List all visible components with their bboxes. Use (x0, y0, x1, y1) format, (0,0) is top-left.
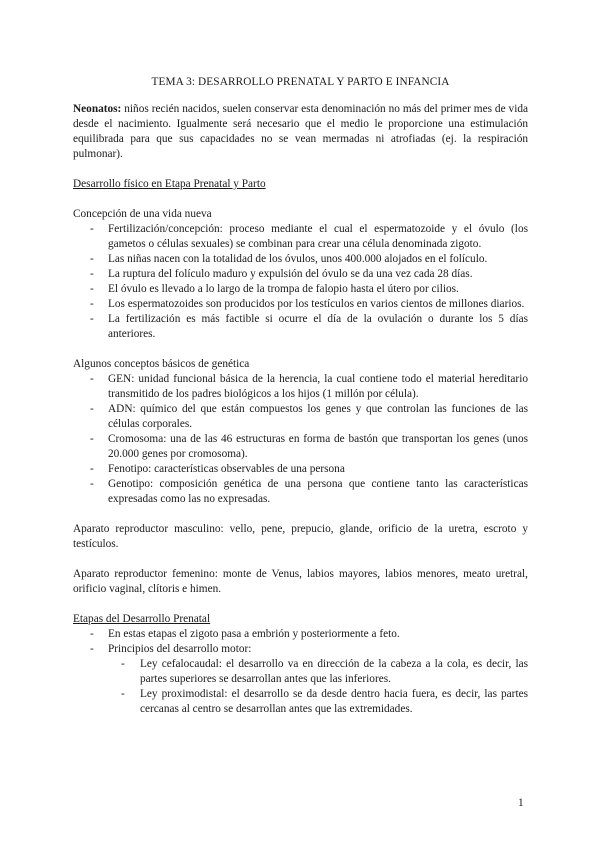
document-body (73, 75, 528, 717)
genetics-label: Algunos conceptos básicos de genética (73, 358, 250, 370)
list-item: - Principios del desarrollo motor: (73, 642, 528, 657)
sub-list-item: - Ley proximodistal: el desarrollo se da desde dentro hacia fuera, es decir, las partes cercanas al centro se desarrollan antes que las extremidades. (73, 687, 528, 717)
list-item: - GEN: unidad funcional básica de la herencia, la cual contiene todo el material hereditario transmitido de los padres biológicos a los hijos (1 millón por célula). (73, 372, 528, 402)
list-item: - La ruptura del folículo maduro y expulsión del óvulo se da una vez cada 28 días. (73, 267, 528, 282)
list-item: - Las niñas nacen con la totalidad de los óvulos, unos 400.000 alojados en el folículo. (73, 252, 528, 267)
intro-paragraph (73, 102, 528, 162)
list-item: - Los espermatozoides son producidos por los testículos en varios cientos de millones diarios. (73, 297, 528, 312)
list-item: - En estas etapas el zigoto pasa a embrión y posteriormente a feto. (73, 627, 528, 642)
list-item: - La fertilización es más factible si ocurre el día de la ovulación o durante los 5 días anteriores. (73, 312, 528, 342)
conception-list (73, 222, 528, 342)
page-number: 1 (518, 797, 524, 809)
section-heading-physical-development: Desarrollo físico en Etapa Prenatal y Parto (73, 178, 266, 190)
genetics-list (73, 372, 528, 507)
list-item: - Fertilización/concepción: proceso mediante el cual el espermatozoide y el óvulo (los gametos o células sexuales) se combinan para crear una célula denominada zigoto. (73, 222, 528, 252)
list-item: - El óvulo es llevado a lo largo de la trompa de falopio hasta el útero por cilios. (73, 282, 528, 297)
conception-label: Concepción de una vida nueva (73, 208, 212, 220)
section-heading-prenatal-stages: Etapas del Desarrollo Prenatal (73, 613, 211, 625)
female-reproductive-paragraph: Aparato reproductor femenino: monte de Venus, labios mayores, labios menores, meato uretral, orificio vaginal, clítoris e himen. (73, 568, 528, 595)
list-item: - Genotipo: composición genética de una persona que contiene tanto las características expresadas como las no expresadas. (73, 477, 528, 507)
list-item: - Fenotipo: características observables de una persona (73, 462, 528, 477)
list-item: - Cromosoma: una de las 46 estructuras en forma de bastón que transportan los genes (unos 20.000 genes por cromosoma). (73, 432, 528, 462)
sub-list-item: - Ley cefalocaudal: el desarrollo va en dirección de la cabeza a la cola, es decir, las partes superiores se desarrollan antes que las inferiores. (73, 657, 528, 687)
intro-term: Neonatos: (73, 103, 122, 115)
prenatal-list (73, 627, 528, 657)
list-item: - ADN: químico del que están compuestos los genes y que controlan las funciones de las células corporales. (73, 402, 528, 432)
motor-principles-list (73, 657, 528, 717)
page-title: TEMA 3: DESARROLLO PRENATAL Y PARTO E INFANCIA (151, 76, 450, 88)
male-reproductive-paragraph: Aparato reproductor masculino: vello, pene, prepucio, glande, orificio de la uretra, escroto y testículos. (73, 523, 528, 550)
intro-text: niños recién nacidos, suelen conservar esta denominación no más del primer mes de vida desde el nacimiento. Igualmente será necesario que el medio le proporcione una estimulación equilibrada para que sus capacidades no se vean mermadas ni atrofiadas (ej. la respiración pulmonar). (73, 103, 528, 160)
